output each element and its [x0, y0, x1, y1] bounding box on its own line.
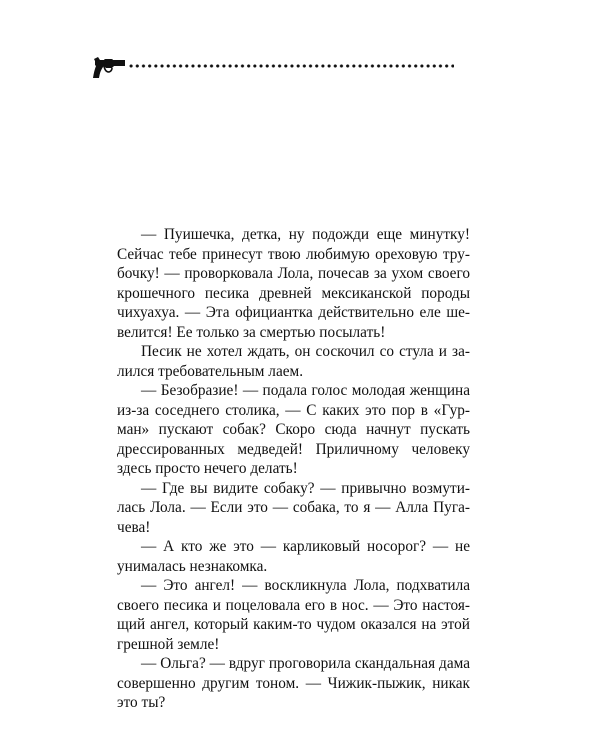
paragraph: — Ольга? — вдруг проговорила скандальная дама совершенно другим тоном. — Чижик-пыжик, никак это ты?: [117, 655, 470, 711]
chapter-header-ornament: [92, 56, 454, 80]
paragraph: — Где вы видите собаку? — привычно возмутилась Лола. — Если это — собака, то я — Алла Пугачева!: [117, 479, 470, 536]
paragraph: Песик не хотел ждать, он соскочил со стула и залился требовательным лаем.: [117, 343, 470, 380]
paragraph: — Это ангел! — воскликнула Лола, подхватила своего песика и поцеловала его в нос. — Это настоящий ангел, который каким-то чудом оказался на этой грешной земле!: [117, 577, 470, 653]
body-text: [117, 225, 470, 713]
paragraph: — Безобразие! — подала голос молодая женщина из-за соседнего столика, — С каких это пор в «Гурман» пускают собак? Скоро сюда начнут пускать дрессированных медведей! Приличному человеку здесь просто нечего делать!: [117, 382, 470, 477]
paragraph: — А кто же это — карликовый носорог? — не унималась незнакомка.: [117, 538, 470, 575]
dotted-rule: [128, 64, 454, 68]
pistol-icon: [92, 56, 126, 80]
paragraph: — Пуишечка, детка, ну подожди еще минутку! Сейчас тебе принесут твою любимую ореховую трубочку! — проворковала Лола, почесав за ухом своего крошечного песика древней мексиканской породы чихуахуа. — Эта официантка действительно еле шевелится! Ее только за смертью посылать!: [117, 226, 470, 341]
